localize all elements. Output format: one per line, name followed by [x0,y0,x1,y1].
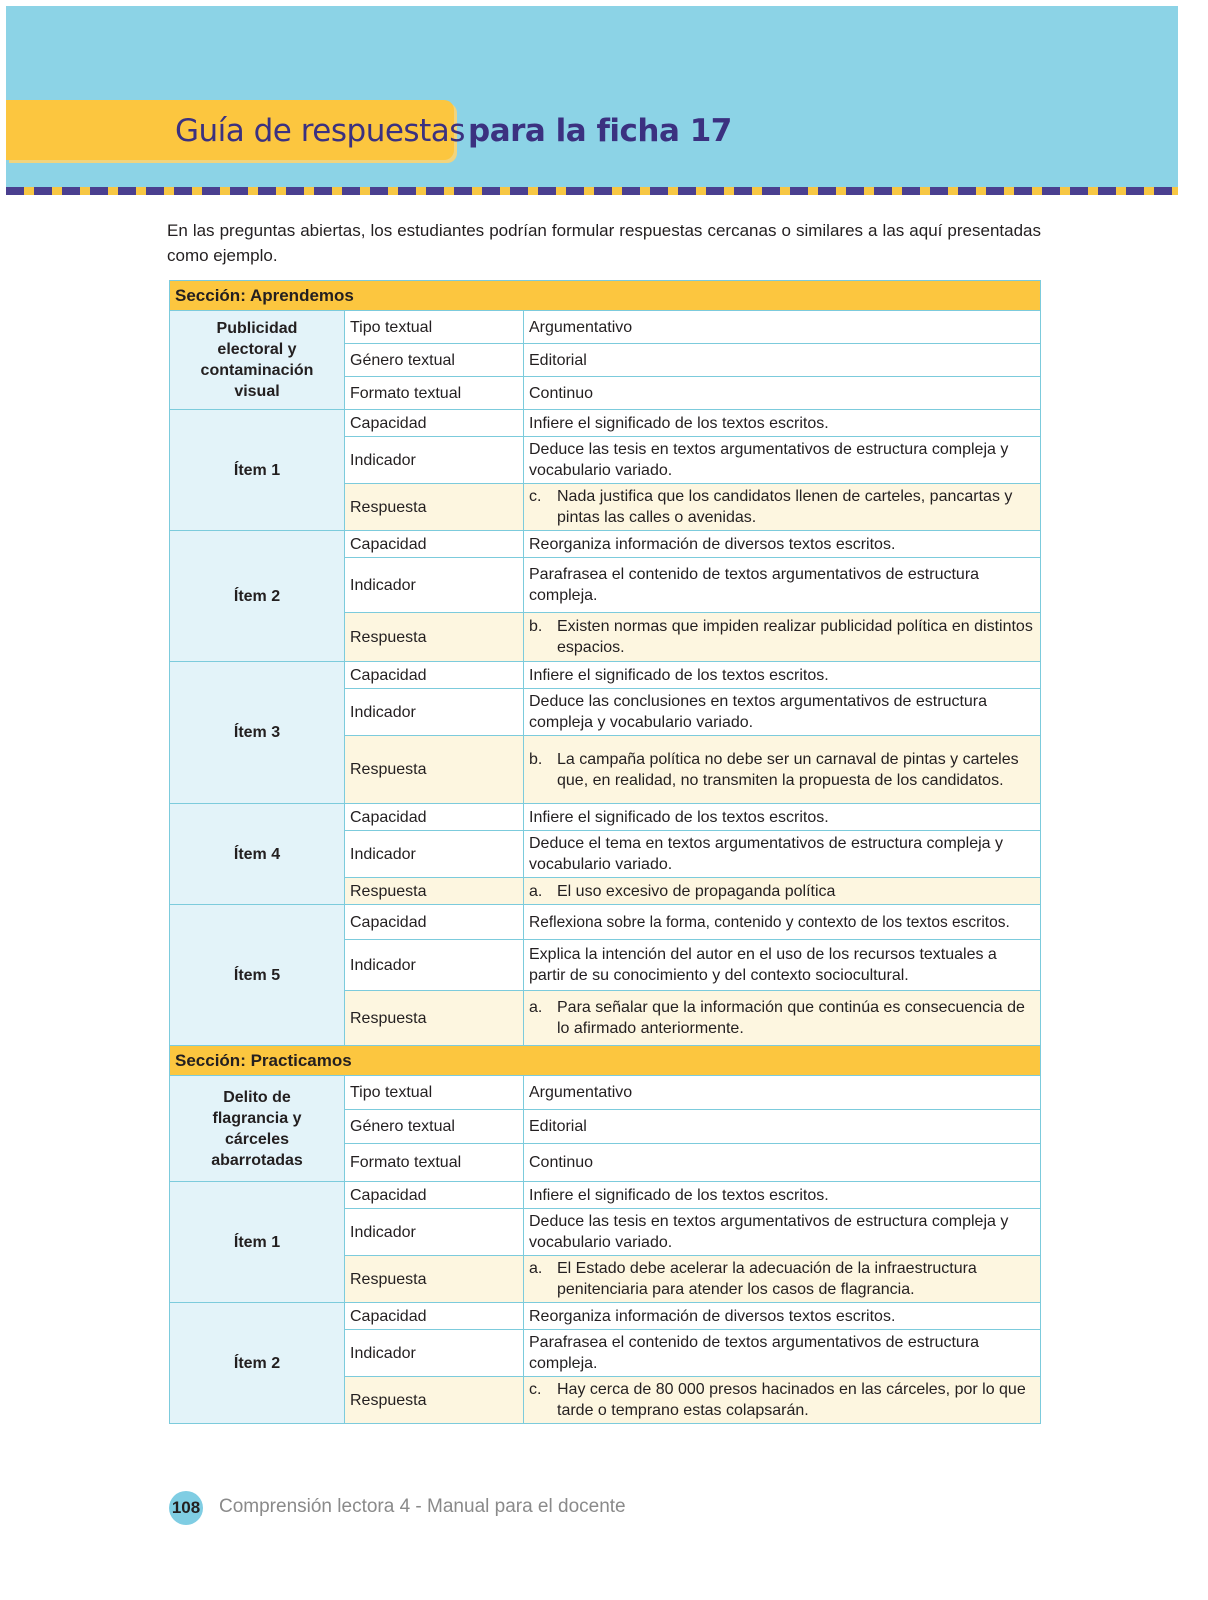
answer-text: El uso excesivo de propaganda política [557,882,836,900]
row-label: Capacidad [345,531,524,558]
answer-text: Nada justifica que los candidatos llenen de carteles, pancartas y pintas las calles o avenidas. [557,488,1013,526]
row-label: Indicador [345,689,524,736]
table-row [170,1076,1041,1110]
row-value: Argumentativo [524,311,1041,344]
row-label: Indicador [345,437,524,484]
row-label: Respuesta [345,484,524,531]
decorative-stripe [6,187,1178,195]
page-title: Guía de respuestas [175,113,465,149]
respuesta-value [524,991,1041,1046]
answer-text: Existen normas que impiden realizar publicidad política en distintos espacios. [557,618,1033,656]
indicador-value: Deduce las tesis en textos argumentativos de estructura compleja y vocabulario variado. [524,1209,1041,1256]
answer-text: El Estado debe acelerar la adecuación de la infraestructura penitenciaria para atender los casos de flagrancia. [557,1260,977,1298]
answer-letter: b. [529,618,543,635]
row-label: Respuesta [345,1256,524,1303]
row-value: Editorial [524,344,1041,377]
item-label: Ítem 4 [170,804,345,905]
table-row [170,410,1041,437]
respuesta-value [524,1256,1041,1303]
respuesta-value [524,613,1041,662]
row-label: Indicador [345,558,524,613]
row-label: Capacidad [345,410,524,437]
item-label: Ítem 5 [170,905,345,1046]
answer-text: Hay cerca de 80 000 presos hacinados en las cárceles, por lo que tarde o temprano estas colapsarán. [557,1381,1026,1419]
section-header [170,1046,1041,1076]
capacidad-value: Reorganiza información de diversos textos escritos. [524,531,1041,558]
answer-letter: a. [529,1260,543,1277]
item-label: Ítem 2 [170,1303,345,1424]
row-label: Género textual [345,1110,524,1144]
table-row [170,804,1041,831]
row-label: Formato textual [345,1144,524,1182]
section-title: Sección: Practicamos [170,1046,1041,1076]
table-row [170,311,1041,344]
answer-letter: a. [529,999,543,1016]
answer-text: La campaña política no debe ser un carnaval de pintas y carteles que, en realidad, no transmiten la propuesta de los candidatos. [557,750,1019,789]
row-label: Respuesta [345,878,524,905]
intro-paragraph: En las preguntas abiertas, los estudiantes podrían formular respuestas cercanas o similares a las aquí presentadas como ejemplo. [167,221,1041,265]
table-row [170,662,1041,689]
item-label: Ítem 1 [170,410,345,531]
row-label: Capacidad [345,662,524,689]
answer-letter: c. [529,488,542,505]
footer-text: Comprensión lectora 4 - Manual para el docente [219,1496,626,1517]
table-row [170,1303,1041,1330]
row-label: Indicador [345,1209,524,1256]
row-label: Formato textual [345,377,524,410]
text-title: Delito de flagrancia y cárceles abarrotadas [170,1076,345,1182]
respuesta-value [524,736,1041,804]
section-header [170,281,1041,311]
indicador-value: Deduce las conclusiones en textos argumentativos de estructura compleja y vocabulario variado. [524,689,1041,736]
indicador-value: Parafrasea el contenido de textos argumentativos de estructura compleja. [524,1330,1041,1377]
capacidad-value: Infiere el significado de los textos escritos. [524,804,1041,831]
text-title: Publicidad electoral y contaminación visual [170,311,345,410]
row-value: Continuo [524,377,1041,410]
capacidad-value: Infiere el significado de los textos escritos. [524,410,1041,437]
item-label: Ítem 1 [170,1182,345,1303]
capacidad-value: Infiere el significado de los textos escritos. [524,1182,1041,1209]
indicador-value: Explica la intención del autor en el uso de los recursos textuales a partir de su conocimiento y del contexto sociocultural. [524,940,1041,991]
capacidad-value: Infiere el significado de los textos escritos. [524,662,1041,689]
row-label: Tipo textual [345,1076,524,1110]
row-label: Respuesta [345,991,524,1046]
page-number: 108 [169,1491,203,1525]
row-label: Capacidad [345,1182,524,1209]
answer-text: Para señalar que la información que continúa es consecuencia de lo afirmado anteriormente. [557,999,1025,1037]
row-value: Editorial [524,1110,1041,1144]
respuesta-value [524,1377,1041,1424]
row-label: Capacidad [345,905,524,940]
row-label: Indicador [345,940,524,991]
indicador-value: Deduce las tesis en textos argumentativos de estructura compleja y vocabulario variado. [524,437,1041,484]
section-title: Sección: Aprendemos [170,281,1041,311]
answer-letter: c. [529,1381,542,1398]
row-label: Género textual [345,344,524,377]
table-row [170,905,1041,940]
row-value: Continuo [524,1144,1041,1182]
item-label: Ítem 2 [170,531,345,662]
row-label: Capacidad [345,1303,524,1330]
capacidad-value: Reorganiza información de diversos textos escritos. [524,1303,1041,1330]
row-label: Tipo textual [345,311,524,344]
indicador-value: Deduce el tema en textos argumentativos de estructura compleja y vocabulario variado. [524,831,1041,878]
table-row [170,531,1041,558]
capacidad-value: Reflexiona sobre la forma, contenido y contexto de los textos escritos. [524,905,1041,940]
respuesta-value [524,484,1041,531]
item-label: Ítem 3 [170,662,345,804]
row-label: Indicador [345,1330,524,1377]
table-row [170,1182,1041,1209]
row-label: Indicador [345,831,524,878]
row-value: Argumentativo [524,1076,1041,1110]
respuesta-value [524,878,1041,905]
row-label: Capacidad [345,804,524,831]
row-label: Respuesta [345,613,524,662]
row-label: Respuesta [345,1377,524,1424]
indicador-value: Parafrasea el contenido de textos argumentativos de estructura compleja. [524,558,1041,613]
page-subtitle: para la ficha 17 [468,113,732,149]
answer-guide-table [169,280,1041,1424]
row-label: Respuesta [345,736,524,804]
answer-letter: a. [529,882,543,900]
answer-letter: b. [529,750,543,768]
